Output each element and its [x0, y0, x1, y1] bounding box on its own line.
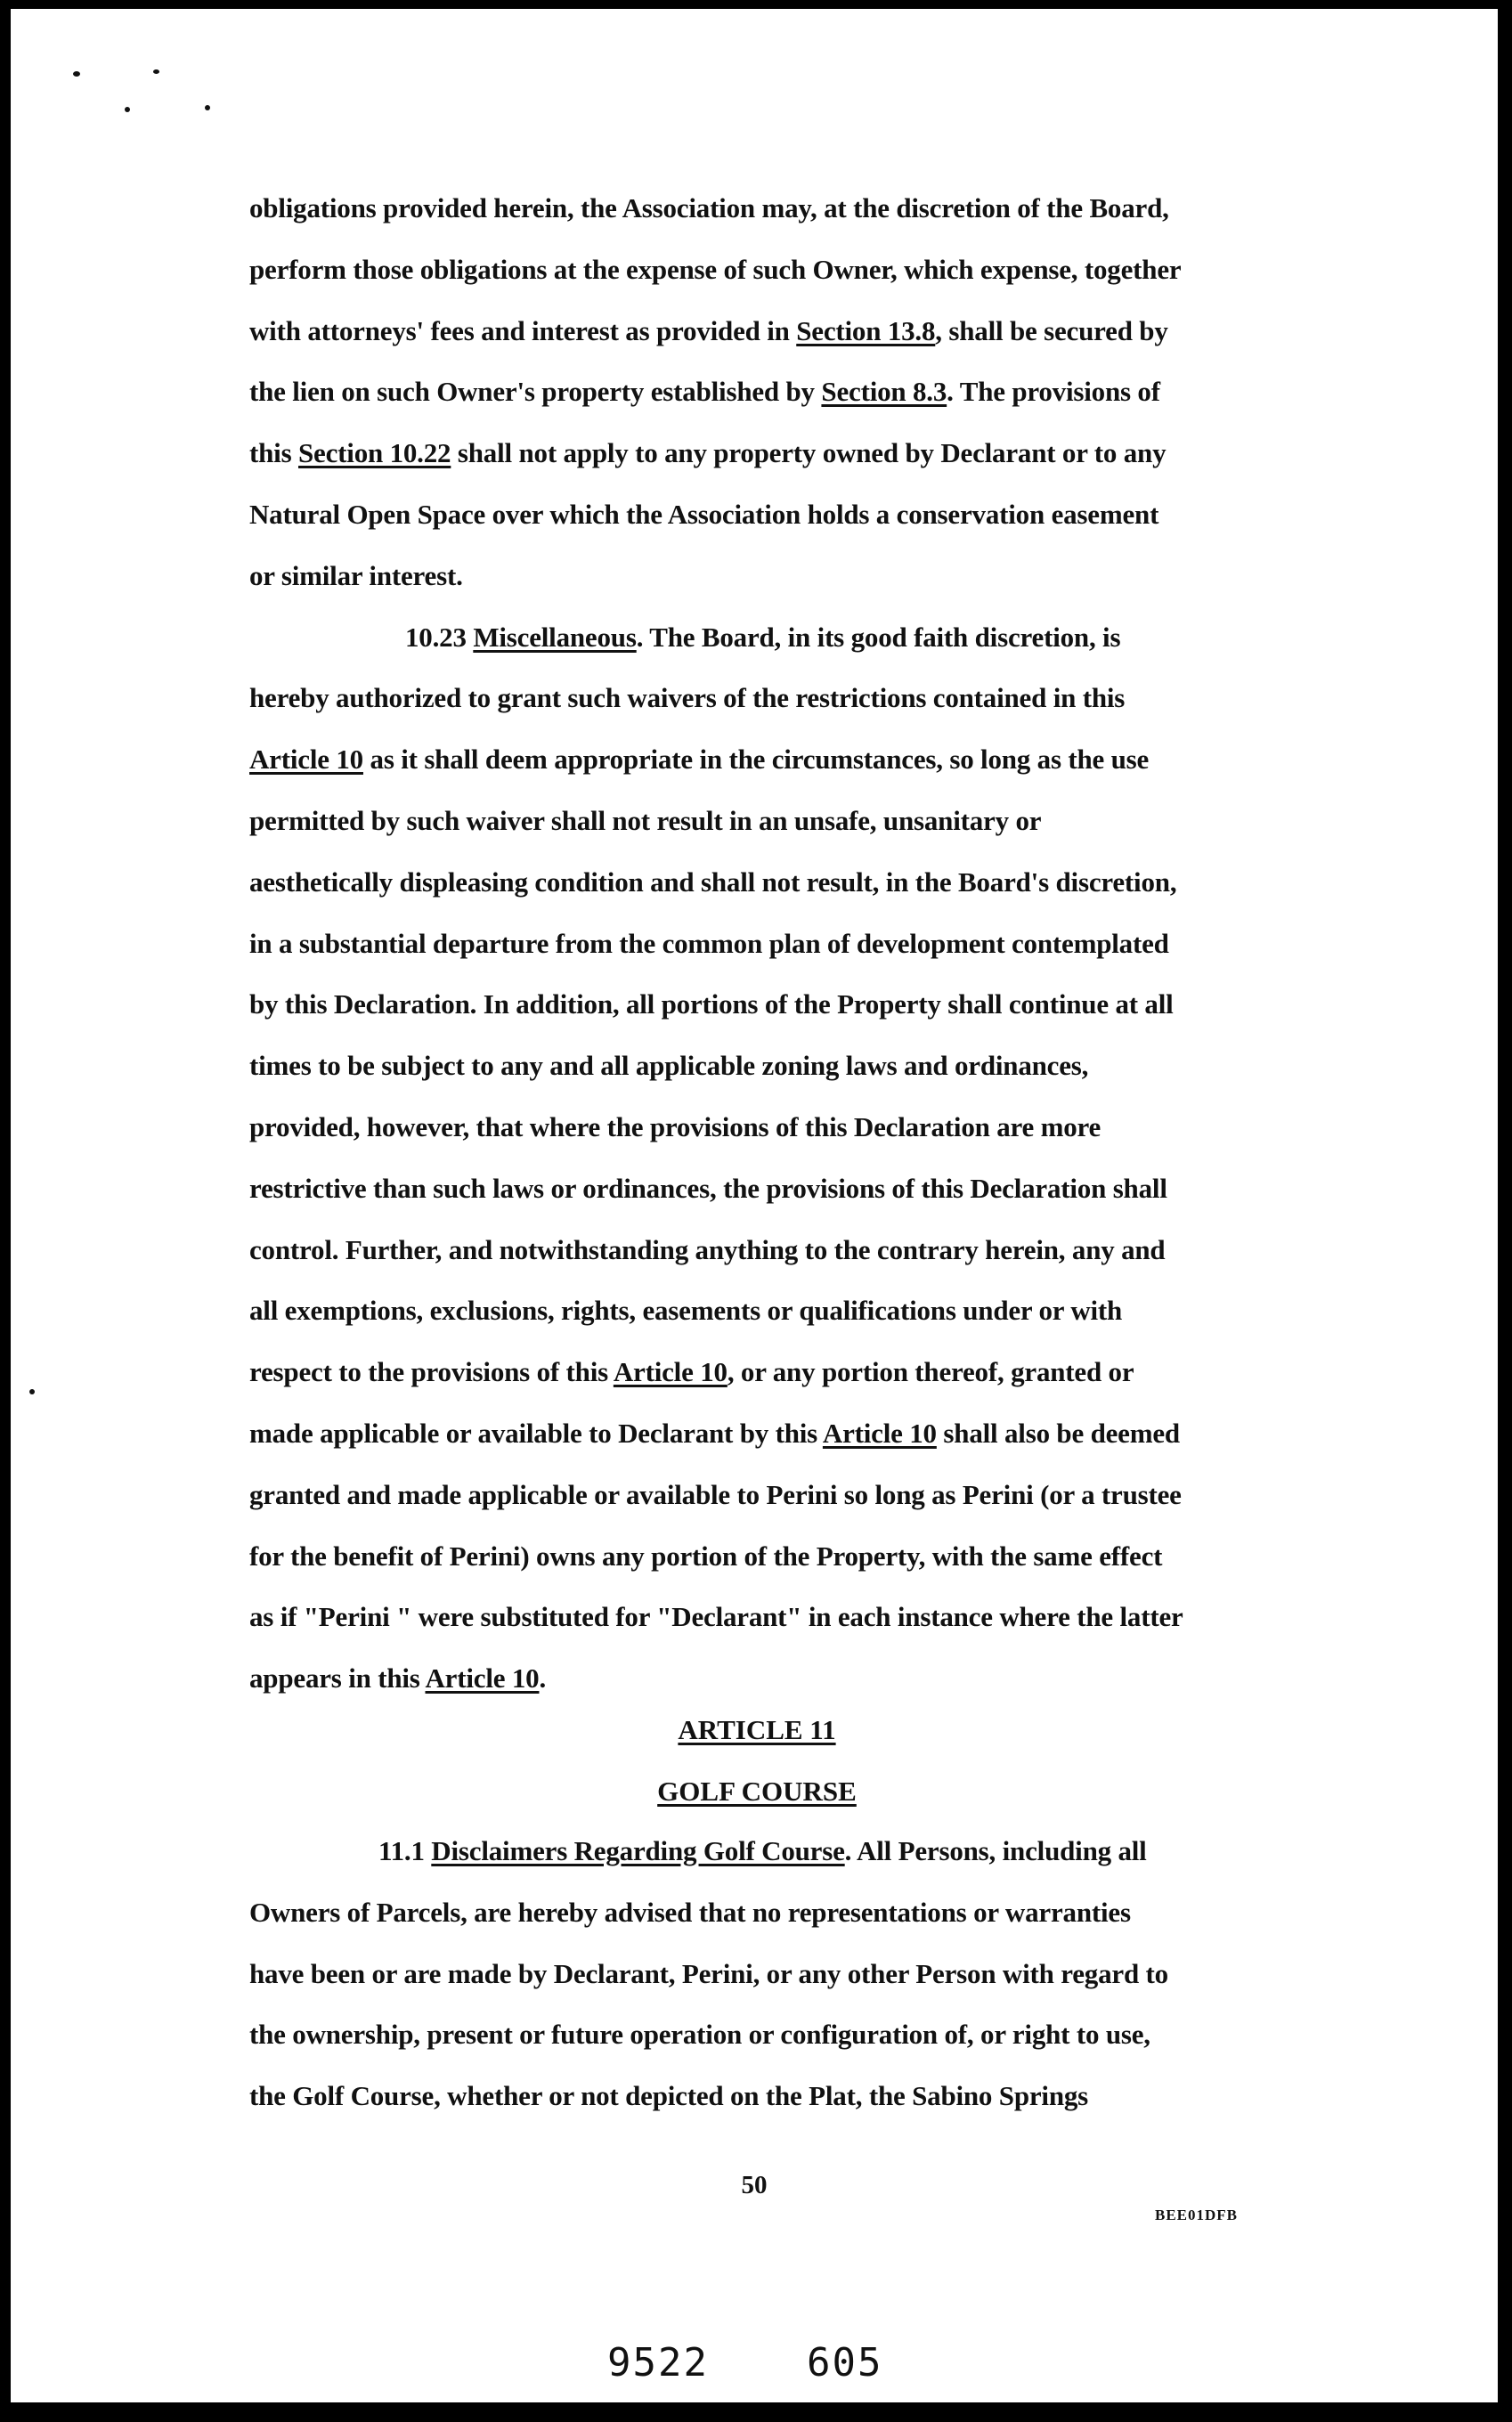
text-line: control. Further, and notwithstanding anything to the contrary herein, any and — [249, 1233, 1166, 1265]
text-line: with attorneys' fees and interest as provided in Section 13.8, shall be secured by — [249, 314, 1168, 346]
text-line: as if "Perini " were substituted for "Declarant" in each instance where the latter — [249, 1601, 1183, 1633]
page-number: 50 — [741, 2171, 768, 2199]
document-body — [249, 178, 1264, 1710]
document-page — [11, 9, 1498, 2402]
text-line: in a substantial departure from the common plan of development contemplated — [249, 927, 1169, 959]
text-line: perform those obligations at the expense of such Owner, which expense, together — [249, 253, 1182, 285]
text-line: by this Declaration. In addition, all portions of the Property shall continue at all — [249, 988, 1174, 1020]
text-line: appears in this Article 10. — [249, 1662, 547, 1695]
section-heading-line: 11.1 Disclaimers Regarding Golf Course. All Persons, including all — [378, 1835, 1147, 1866]
text-line: times to be subject to any and all applicable zoning laws and ordinances, — [249, 1050, 1089, 1082]
text-line: hereby authorized to grant such waivers of the restrictions contained in this — [249, 682, 1126, 714]
scan-speck — [73, 71, 80, 77]
text-line: permitted by such waiver shall not result in an unsafe, unsanitary or — [249, 804, 1042, 836]
recording-stamp: 9522 605 — [607, 2340, 883, 2385]
text-line: the lien on such Owner's property established by Section 8.3. The provisions of — [249, 376, 1160, 408]
text-line: made applicable or available to Declarant by this Article 10 shall also be deemed — [249, 1417, 1180, 1449]
text-line: have been or are made by Declarant, Perini, or any other Person with regard to — [249, 1957, 1168, 1989]
section-11-body — [249, 1821, 1264, 2127]
scan-speck — [29, 1389, 35, 1394]
text-line: obligations provided herein, the Association may, at the discretion of the Board, — [249, 192, 1169, 224]
text-line: the Golf Course, whether or not depicted on the Plat, the Sabino Springs — [249, 2080, 1089, 2112]
text-line: Natural Open Space over which the Association holds a conservation easement — [249, 498, 1159, 530]
text-line: this Section 10.22 shall not apply to any property owned by Declarant or to any — [249, 437, 1167, 469]
text-line: aesthetically displeasing condition and shall not result, in the Board's discretion, — [249, 866, 1177, 898]
text-line: Article 10 as it shall deem appropriate in the circumstances, so long as the use — [249, 744, 1150, 776]
scan-speck — [125, 107, 130, 112]
article-heading: ARTICLE 11 — [678, 1714, 836, 1745]
text-line: restrictive than such laws or ordinances, the provisions of this Declaration shall — [249, 1172, 1167, 1204]
scan-speck — [205, 105, 210, 110]
text-line: respect to the provisions of this Article 10, or any portion thereof, granted or — [249, 1356, 1134, 1388]
text-line: granted and made applicable or available to Perini so long as Perini (or a trustee — [249, 1478, 1182, 1510]
section-heading-line: 10.23 Miscellaneous. The Board, in its good faith discretion, is — [405, 621, 1121, 653]
article-subtitle: GOLF COURSE — [657, 1776, 857, 1807]
text-line: all exemptions, exclusions, rights, easements or qualifications under or with — [249, 1295, 1123, 1327]
text-line: for the benefit of Perini) owns any portion of the Property, with the same effect — [249, 1540, 1163, 1572]
scan-speck — [153, 69, 159, 74]
document-code: BEE01DFB — [1155, 2207, 1239, 2223]
text-line: provided, however, that where the provisions of this Declaration are more — [249, 1110, 1101, 1142]
text-line: the ownership, present or future operation or configuration of, or right to use, — [249, 2019, 1150, 2051]
text-line: or similar interest. — [249, 559, 463, 591]
text-line: Owners of Parcels, are hereby advised that no representations or warranties — [249, 1896, 1131, 1928]
